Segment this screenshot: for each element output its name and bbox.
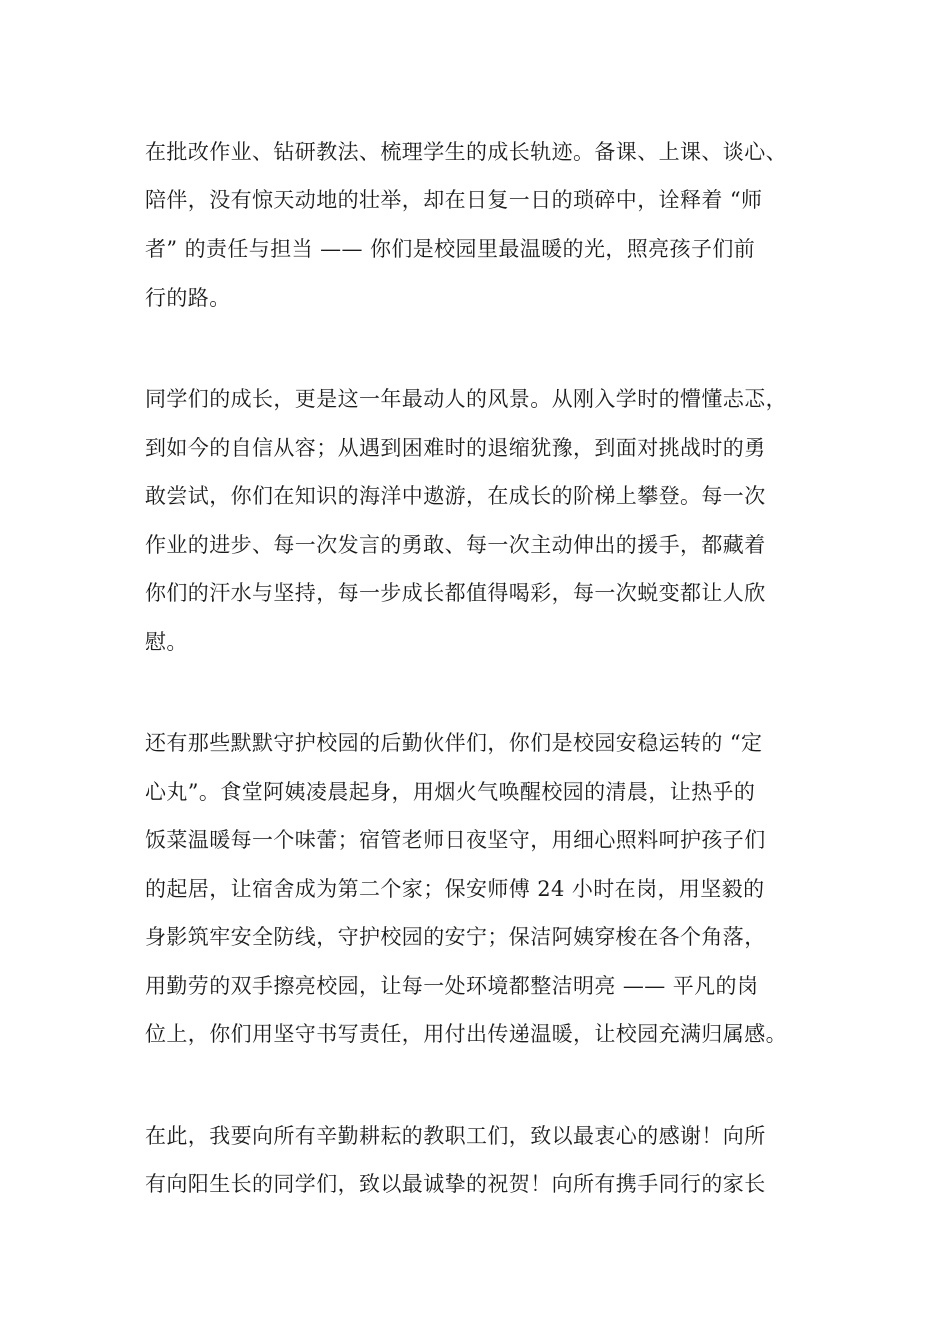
paragraph-2-line-2: 到如今的自信从容；从遇到困难时的退缩犹豫，到面对挑战时的勇 (145, 436, 766, 460)
paragraph-4-line-2: 有向阳生长的同学们，致以最诚挚的祝贺！向所有携手同行的家长 (145, 1172, 766, 1196)
paragraph-4-line-1: 在此，我要向所有辛勤耕耘的教职工们，致以最衷心的感谢！向所 (145, 1124, 766, 1148)
paragraph-3-line-6: 用勤劳的双手擦亮校园，让每一处环境都整洁明亮 —— 平凡的岗 (145, 974, 759, 998)
paragraph-2-line-3: 敢尝试，你们在知识的海洋中遨游，在成长的阶梯上攀登。每一次 (145, 484, 766, 508)
paragraph-1-line-2: 陪伴，没有惊天动地的壮举，却在日复一日的琐碎中，诠释着 “师 (145, 188, 763, 212)
paragraph-3-line-5: 身影筑牢安全防线，守护校园的安宁；保洁阿姨穿梭在各个角落， (145, 925, 766, 949)
paragraph-2-line-6: 慰。 (145, 630, 188, 654)
paragraph-3-line-1: 还有那些默默守护校园的后勤伙伴们，你们是校园安稳运转的 “定 (145, 731, 763, 755)
paragraph-1-line-4: 行的路。 (145, 286, 231, 310)
paragraph-2-line-5: 你们的汗水与坚持，每一步成长都值得喝彩，每一次蜕变都让人欣 (145, 581, 766, 605)
paragraph-1-line-1: 在批改作业、钻研教法、梳理学生的成长轨迹。备课、上课、谈心、 (145, 140, 787, 164)
paragraph-3-line-7: 位上，你们用坚守书写责任，用付出传递温暖，让校园充满归属感。 (145, 1022, 787, 1046)
paragraph-3-line-4: 的起居，让宿舍成为第二个家；保安师傅 24 小时在岗，用坚毅的 (145, 877, 765, 901)
paragraph-1-line-3: 者” 的责任与担当 —— 你们是校园里最温暖的光，照亮孩子们前 (145, 237, 756, 261)
paragraph-3-line-3: 饭菜温暖每一个味蕾；宿管老师日夜坚守，用细心照料呵护孩子们 (145, 828, 766, 852)
paragraph-2-line-1: 同学们的成长，更是这一年最动人的风景。从刚入学时的懵懂忐忑， (145, 387, 787, 411)
paragraph-3-line-2: 心丸”。食堂阿姨凌晨起身，用烟火气唤醒校园的清晨，让热乎的 (145, 780, 756, 804)
paragraph-2-line-4: 作业的进步、每一次发言的勇敢、每一次主动伸出的援手，都藏着 (145, 533, 766, 557)
